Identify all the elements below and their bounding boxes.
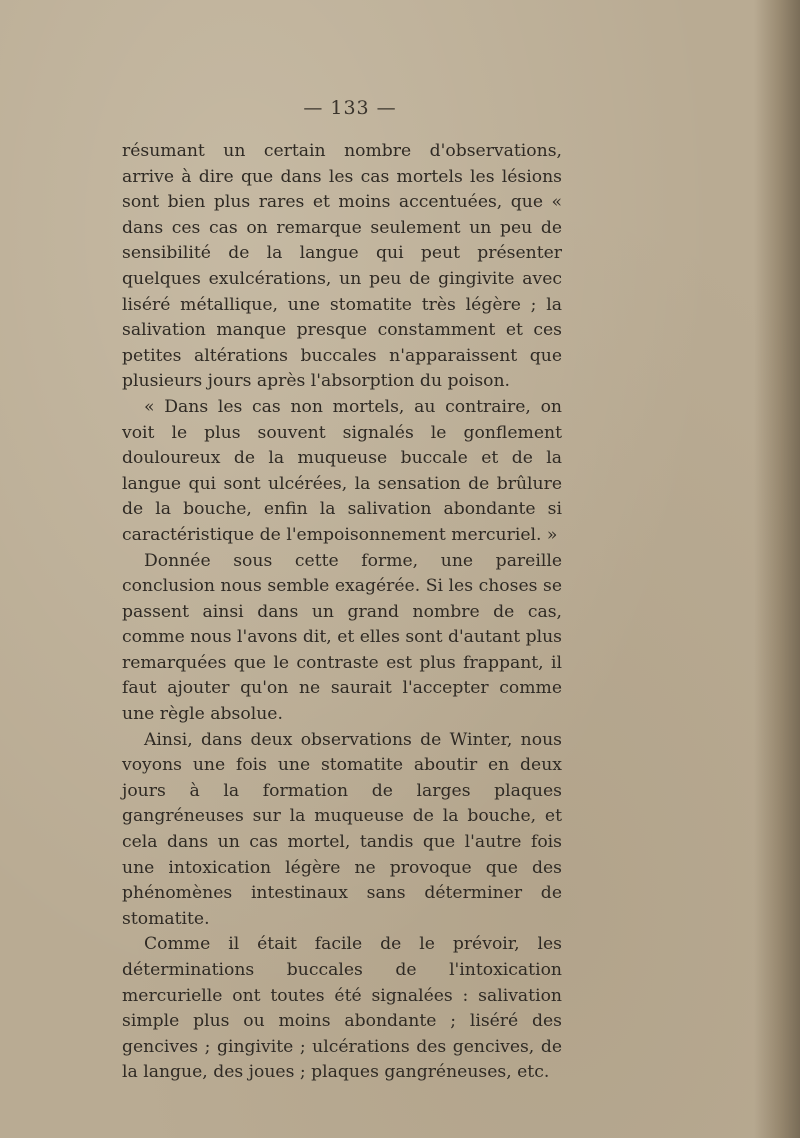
paragraph-1: résumant un certain nombre d'observations, arrive à dire que dans les cas mortels les lésions sont bien plus rares et moins accentuées, que « dans ces cas on remarque seulement un peu de sensibilité de la langue qui peut présenter quelques exulcérations, un peu de gingivite avec liséré métallique, une stomatite très légère ; la salivation manque presque constamment et ces petites altérations buccales n'apparaissent que plusieurs jours après l'absorption du poison. <box>122 141 562 392</box>
paragraph-3: Donnée sous cette forme, une pareille conclusion nous semble exagérée. Si les choses se passent ainsi dans un grand nombre de cas, comme nous l'avons dit, et elles sont d'autant plus remarquées que le contraste est plus frappant, il faut ajouter qu'on ne saurait l'accepter comme une règle absolue. <box>122 550 562 725</box>
paragraph-5: Comme il était facile de le prévoir, les déterminations buccales de l'intoxication mercurielle ont toutes été signalées : salivation simple plus ou moins abondante ; liséré des gencives ; gingivite ; ulcérations des gencives, de la langue, des joues ; plaques gangréneuses, etc. <box>122 934 562 1083</box>
paragraph-2: « Dans les cas non mortels, au contraire, on voit le plus souvent signalés le gonflement douloureux de la muqueuse buccale et de la langue qui sont ulcérées, la sensation de brûlure de la bouche, enfin la salivation abondante si caractéristique de l'empoisonnement mercuriel. » <box>122 396 562 545</box>
paragraph-4: Ainsi, dans deux observations de Winter, nous voyons une fois une stomatite aboutir en deux jours à la formation de larges plaques gangréneuses sur la muqueuse de la bouche, et cela dans un cas mortel, tandis que l'autre fois une intoxication légère ne provoque que des phénomènes intestinaux sans déterminer de stomatite. <box>122 729 562 929</box>
page-number: — 133 — <box>303 97 397 119</box>
page-edge-shadow <box>754 0 800 1138</box>
body-text <box>122 139 562 1086</box>
